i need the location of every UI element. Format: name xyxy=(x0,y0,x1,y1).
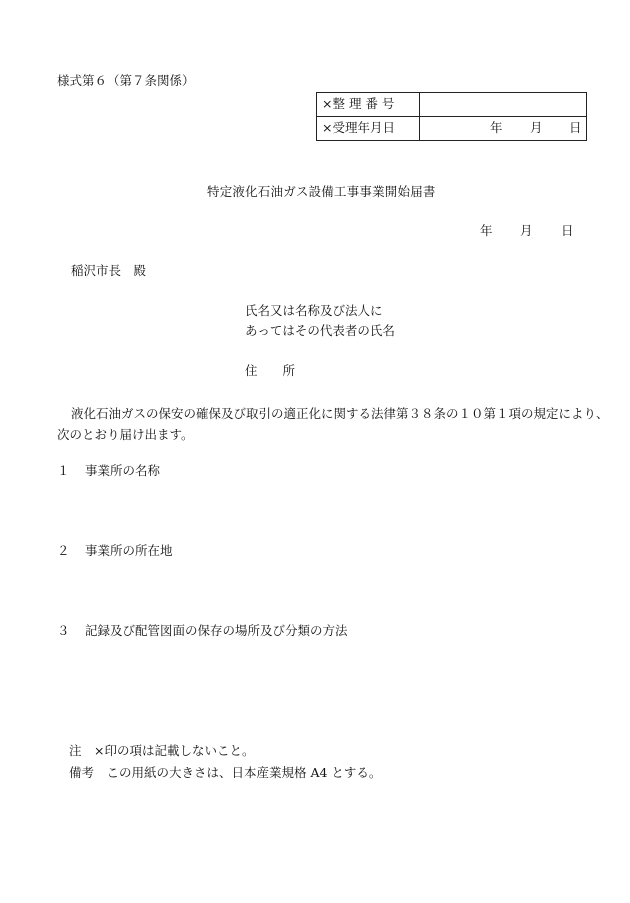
body-paragraph xyxy=(57,403,617,445)
item-office-name xyxy=(57,465,160,478)
receipt-date-year: 年 xyxy=(490,120,503,135)
receipt-date-day: 日 xyxy=(569,120,582,135)
reference-number-label: ×整 理 番 号 xyxy=(317,93,420,117)
document-title: 特定液化石油ガス設備工事事業開始届書 xyxy=(207,184,436,199)
receipt-date-label: ×受理年月日 xyxy=(317,117,420,141)
item-label: 事業所の所在地 xyxy=(85,543,173,558)
receipt-date-month: 月 xyxy=(530,120,543,135)
item-number: ２ xyxy=(57,543,70,558)
item-label: 事業所の名称 xyxy=(85,463,161,478)
body-text: 液化石油ガスの保安の確保及び取引の適正化に関する法律第３８条の１０第１項の規定により、次のとおり届け出ます。 xyxy=(57,406,609,442)
addressee: 稲沢市長 殿 xyxy=(71,263,147,278)
item-label: 記録及び配管図面の保存の場所及び分類の方法 xyxy=(85,623,348,638)
item-number: ３ xyxy=(57,623,70,638)
office-use-table xyxy=(316,92,587,141)
reference-number-field[interactable] xyxy=(420,93,587,117)
submission-date-month: 月 xyxy=(520,223,533,238)
item-record-storage xyxy=(57,625,348,638)
submission-date-day: 日 xyxy=(561,223,574,238)
note-line: 注 ×印の項は記載しないこと。 xyxy=(69,743,255,758)
receipt-date-field[interactable] xyxy=(420,117,587,141)
applicant-name-label-line1: 氏名又は名称及び法人に xyxy=(245,303,383,318)
applicant-name-label-line2: あってはその代表者の氏名 xyxy=(245,323,395,338)
form-number-label: 様式第６（第７条関係） xyxy=(57,73,195,88)
remarks-line: 備考 この用紙の大きさは、日本産業規格 A4 とする。 xyxy=(69,765,382,780)
item-number: １ xyxy=(57,463,70,478)
item-office-location xyxy=(57,545,173,558)
submission-date-year: 年 xyxy=(480,223,493,238)
applicant-address-label: 住 所 xyxy=(245,363,296,378)
